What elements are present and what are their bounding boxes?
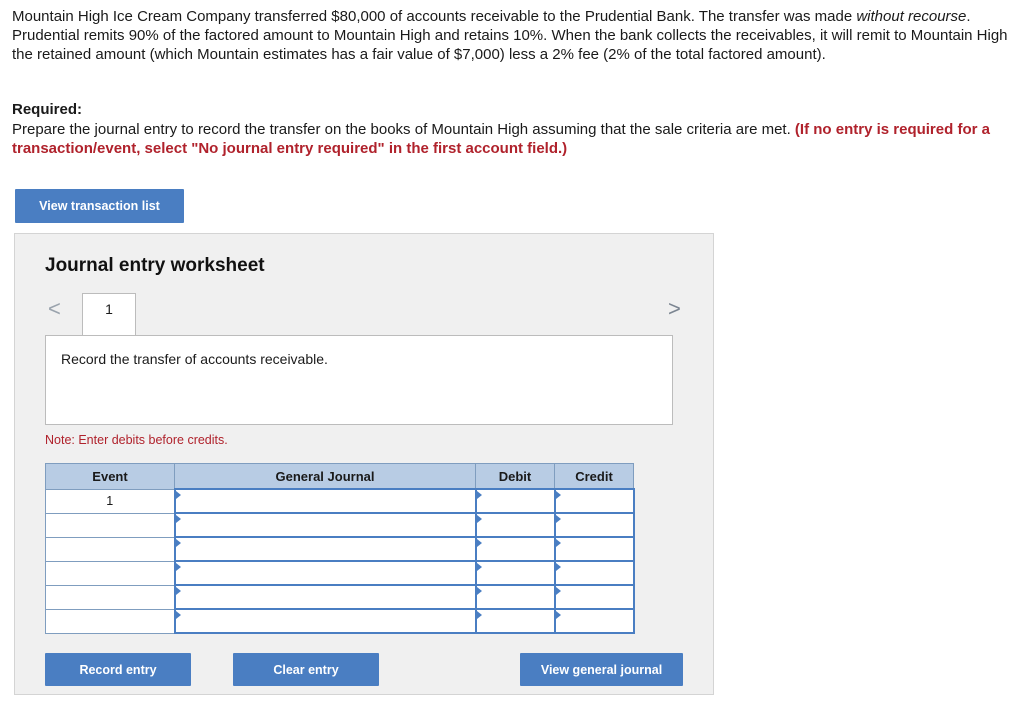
- header-debit: Debit: [476, 464, 555, 490]
- input-marker-icon: [556, 539, 561, 547]
- required-heading: Required:: [12, 101, 83, 118]
- view-general-journal-button[interactable]: View general journal: [520, 653, 683, 686]
- account-select[interactable]: [175, 561, 476, 585]
- input-marker-icon: [556, 587, 561, 595]
- dropdown-arrow-icon: [176, 539, 181, 547]
- debit-input[interactable]: [476, 609, 555, 633]
- debit-input[interactable]: [476, 537, 555, 561]
- table-row: [46, 561, 634, 585]
- account-select[interactable]: [175, 609, 476, 633]
- dropdown-arrow-icon: [176, 563, 181, 571]
- credit-input[interactable]: [555, 585, 634, 609]
- problem-statement: [12, 7, 1012, 64]
- header-event: Event: [46, 464, 175, 490]
- event-cell: [46, 537, 175, 561]
- input-marker-icon: [477, 515, 482, 523]
- input-marker-icon: [477, 587, 482, 595]
- input-marker-icon: [556, 563, 561, 571]
- event-cell: [46, 561, 175, 585]
- tab-entry-1[interactable]: 1: [82, 293, 136, 337]
- required-instructions: [12, 120, 1012, 158]
- entry-description: Record the transfer of accounts receivable.: [61, 351, 328, 367]
- table-row: [46, 513, 634, 537]
- event-cell: [46, 609, 175, 633]
- table-row: [46, 609, 634, 633]
- debit-input[interactable]: [476, 561, 555, 585]
- input-marker-icon: [556, 611, 561, 619]
- credit-input[interactable]: [555, 561, 634, 585]
- input-marker-icon: [477, 611, 482, 619]
- event-cell: [46, 585, 175, 609]
- view-transaction-list-button[interactable]: View transaction list: [15, 189, 184, 223]
- debit-input[interactable]: [476, 513, 555, 537]
- input-marker-icon: [477, 539, 482, 547]
- worksheet-title: Journal entry worksheet: [45, 255, 265, 276]
- account-select[interactable]: [175, 537, 476, 561]
- required-warning: (If no entry is required for a transaction/event, select "No journal entry required" in the first account field.): [12, 121, 990, 157]
- journal-table: [45, 463, 635, 634]
- chevron-right-icon[interactable]: >: [668, 296, 681, 321]
- problem-text-part2: . Prudential remits 90% of the factored amount to Mountain High and retains 10%. When the bank collects the receivables, it will remit to Mountain High the retained amount (which Mountain estimates has a fair value of $7,000) less a 2% fee (2% of the total factored amount).: [12, 8, 1008, 63]
- account-select[interactable]: [175, 513, 476, 537]
- account-select[interactable]: [175, 489, 476, 513]
- credit-input[interactable]: [555, 513, 634, 537]
- table-row: [46, 489, 634, 513]
- chevron-left-icon[interactable]: <: [48, 296, 61, 321]
- dropdown-arrow-icon: [176, 491, 181, 499]
- record-entry-button[interactable]: Record entry: [45, 653, 191, 686]
- journal-entry-worksheet-panel: [14, 233, 714, 695]
- note-text: Note: Enter debits before credits.: [45, 433, 228, 447]
- table-row: [46, 585, 634, 609]
- event-cell: [46, 513, 175, 537]
- required-text: Prepare the journal entry to record the transfer on the books of Mountain High assuming that the sale criteria are met.: [12, 121, 795, 138]
- input-marker-icon: [477, 491, 482, 499]
- dropdown-arrow-icon: [176, 611, 181, 619]
- input-marker-icon: [556, 491, 561, 499]
- dropdown-arrow-icon: [176, 587, 181, 595]
- dropdown-arrow-icon: [176, 515, 181, 523]
- credit-input[interactable]: [555, 489, 634, 513]
- clear-entry-button[interactable]: Clear entry: [233, 653, 379, 686]
- table-row: [46, 537, 634, 561]
- header-credit: Credit: [555, 464, 634, 490]
- credit-input[interactable]: [555, 537, 634, 561]
- header-general-journal: General Journal: [175, 464, 476, 490]
- event-cell: 1: [46, 489, 175, 513]
- input-marker-icon: [477, 563, 482, 571]
- problem-text-italic: without recourse: [856, 8, 967, 25]
- credit-input[interactable]: [555, 609, 634, 633]
- entry-description-box: [45, 335, 673, 425]
- problem-text-part1: Mountain High Ice Cream Company transferred $80,000 of accounts receivable to the Prudential Bank. The transfer was made: [12, 8, 857, 25]
- debit-input[interactable]: [476, 489, 555, 513]
- input-marker-icon: [556, 515, 561, 523]
- debit-input[interactable]: [476, 585, 555, 609]
- account-select[interactable]: [175, 585, 476, 609]
